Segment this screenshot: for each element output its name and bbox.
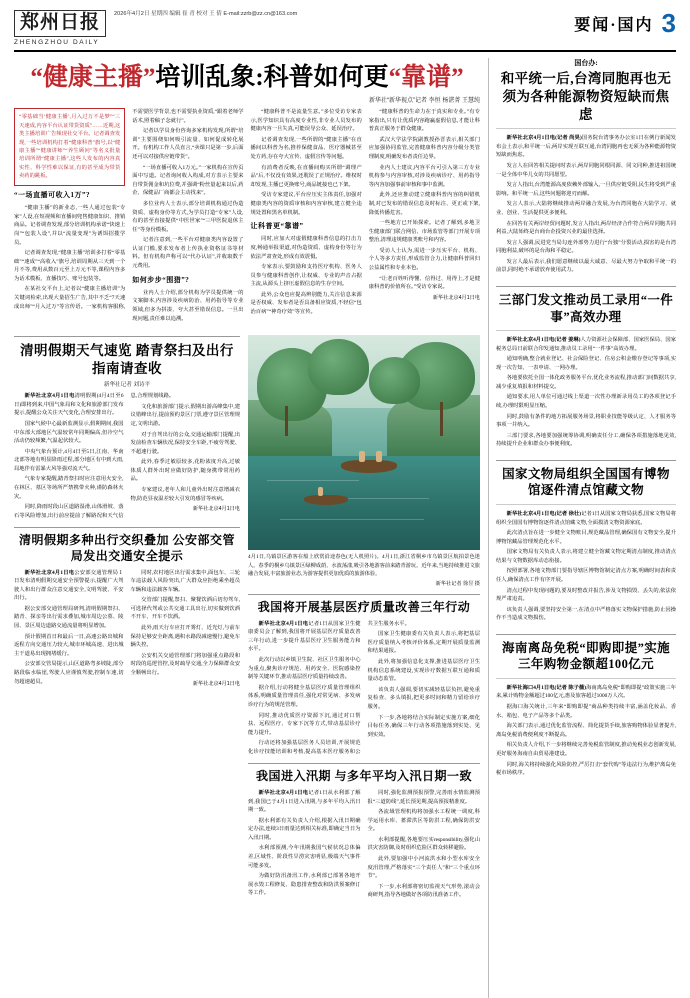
photo-tree bbox=[308, 339, 368, 395]
article-para: 此外,要加强中小河流洪水和小型水库安全度汛管理,严格落实“三个责任人”和“三个重点环节”。 bbox=[367, 856, 480, 880]
lead-para: 记者调查发现,“健康主播”培训多打着“零基础”“速成”“高收入”旗号,培训周期从三天到一个月不等,费用从数百元至上万元不等,课程内容多为话术模板、直播技巧、账号包装等。 bbox=[14, 250, 126, 282]
article-para: 预计假期首日和最后一日,高速公路出城和返程方向交通压力较大,城市环城高速、进出城主干道易出现拥堵缓行。 bbox=[14, 633, 124, 657]
lead-source: 新华社北京4月1日电 bbox=[432, 294, 480, 301]
photo-image bbox=[248, 335, 480, 550]
article-para: 此外,雨天行车应打开雾灯、近光灯,与前车保持足够安全距离,遇积水路段减速慢行,避免车辆失控。 bbox=[130, 625, 240, 649]
article-para: 据水利部有关负责人介绍,根据入汛日期确定办法,连续3日雨量达到相关标准,即确定当日为入汛日期。 bbox=[248, 817, 361, 841]
article-para: 发言人指出,台湾能源高度依赖外部输入,一旦供应链受阻,民生将受到严重影响。和平统一后,这些问题将迎刃而解。 bbox=[496, 182, 676, 197]
divider bbox=[496, 128, 676, 129]
lead-para: 记者注意到,一些平台对健康类内容设置了认证门槛,要求发布者上传执业资格证书等材料。但有机构声称可以“代办认证”,并收取数千元费用。 bbox=[132, 237, 244, 269]
lead-para: 专家表示,要鼓励和支持医疗机构、医务人员参与健康科普创作,让权威、专业的声音占据主流,从源头上挤压虚假信息的生存空间。 bbox=[250, 264, 362, 288]
article-para: 对于自驾出行的公众,交通运输部门提醒,出发前检查车辆状况,保持安全车距,不疲劳驾驶、不超速行驶。 bbox=[130, 431, 240, 455]
article-body bbox=[14, 392, 240, 520]
lead-body bbox=[14, 108, 480, 323]
article-para-text: 记者1日从国家卫生健康委员会了解到,我国将开展基层医疗质量改善三年行动,进一步提升基层医疗卫生服务能力和水平。 bbox=[248, 620, 361, 653]
lead-subhead-3: 让科普更“靠谱” bbox=[250, 222, 304, 231]
article-body bbox=[496, 684, 676, 780]
photo-trunk bbox=[285, 406, 288, 436]
lead-para: 有消费者反映,在直播间购买所谓“调理产品”后,不仅没有效果,还耽误了正规治疗。维权时却发现,主播已更换账号,商品链接也已下架。 bbox=[250, 164, 362, 188]
lead-para: 业内人士介绍,部分机构为学员提供统一的文案脚本,内容涉及疾病防治、用药指导等专业领域,但多为拼凑、夸大甚至错误信息。一旦出现问题,责任难以追溯。 bbox=[132, 289, 244, 322]
article-para: 清点过程中发现问题的,要及时整改并报告,涉及文物损毁、丢失的,依法依规严肃追责。 bbox=[496, 587, 676, 603]
lead-para: 业内人士建议,内容平台可引入第三方专业机构参与内容审核,对涉及疾病诊疗、用药指导等内容加强事前审核和事中监测。 bbox=[368, 164, 480, 188]
article-body bbox=[248, 620, 480, 757]
article-dateline: 新华社北京4月1日电 bbox=[258, 620, 309, 627]
article-dateline: 新华社北京4月1日电 bbox=[258, 789, 309, 796]
lead-headline-part1: “健康主播” bbox=[30, 63, 156, 91]
article-para: 发言人最后表示,我们愿意继续以最大诚意、尽最大努力争取和平统一的前景,同时绝不承诺放弃使用武力。 bbox=[496, 258, 676, 274]
article-byline: 新华社记者 刘诗平 bbox=[103, 382, 151, 389]
article-dateline: 新华社北京4月1日电 bbox=[24, 569, 75, 576]
newspaper-logo: 郑州日报 bbox=[14, 10, 106, 37]
article-para: 为做好防汛备汛工作,水利部已部署各地开展水毁工程修复、隐患排查整改和防洪预案修订等工作。 bbox=[248, 873, 361, 897]
divider bbox=[496, 330, 676, 331]
article-para: 据海口海关统计,三年来“即购即提”商品种类持续丰富,涵盖化妆品、香水、箱包、电子产品等多个品类。 bbox=[496, 704, 676, 719]
article-para-text: 人力资源社会保障部、国家医保局、国家税务总局日前联合印发通知,推动员工录用“一件事”高效办理。 bbox=[496, 337, 676, 352]
article-title: 三部门发文推动员工录用“一件事”高效办理 bbox=[498, 293, 674, 324]
article-weather bbox=[14, 336, 240, 520]
lead-para: 此外,还应推动建立健康科普内容的纠错机制,对已发布的错误信息及时标注、更正或下架,降低传播危害。 bbox=[368, 192, 480, 216]
masthead-right bbox=[574, 10, 676, 36]
article-para: 发言人强调,民进党当局勾连外部势力进行“台独”分裂活动,损害的是台湾同胞利益,破坏的是台海和平稳定。 bbox=[496, 239, 676, 255]
article-para: 此次行动以乡镇卫生院、社区卫生服务中心为重点,聚焦诊疗规范、用药安全、医院感染控制等关键环节,推动基层医疗质量持续改善。 bbox=[248, 657, 361, 681]
article-dateline: 新华社北京4月1日电(记者 徐壮) bbox=[506, 510, 582, 517]
article-taiwan bbox=[496, 58, 676, 277]
article-para: 水利部预测,今年汛期我国气候状况总体偏差,区域性、阶段性旱涝灾害明显,极端天气事件可能多发。 bbox=[248, 845, 361, 869]
article-kicker: 国台办: bbox=[574, 58, 598, 67]
photo-credit: 新华社记者 徐昱 摄 bbox=[435, 581, 480, 588]
article-para bbox=[496, 684, 676, 701]
article-para: 相关负责人介绍,下一步将继续完善免税监管制度,推动免税业态创新发展,更好服务海南自由贸易港建设。 bbox=[496, 742, 676, 757]
photo-trunk bbox=[440, 402, 443, 436]
article-para: 按照部署,各地文物部门要指导辖区博物馆制定清点方案,明确时间表和责任人,确保清点工作有序开展。 bbox=[496, 568, 676, 583]
photo-person bbox=[376, 451, 382, 462]
article-dateline: 新华社海口4月1日电(记者 陈子薇) bbox=[506, 684, 587, 691]
article-para: 此次清点旨在进一步健全文物账目,规范藏品管理,确保国有文物安全,提升博物馆藏品管理规范化水平。 bbox=[496, 530, 676, 545]
lead-para: 记者调查发现,一些所谓的“健康主播”在直播间以科普为名,推荐保健食品、医疗器械甚至处方药,存在夸大宣传、虚假宣传等问题。 bbox=[250, 136, 362, 161]
article-title: 清明假期天气速览 踏青祭扫及出行指南请查收 bbox=[20, 343, 234, 376]
lead-para: 受访专家建议,平台应压实主体责任,加强对健康类内容的资质审核和内容审核,建立健全违规处置和黑名单机制。 bbox=[250, 192, 362, 216]
article-para bbox=[14, 392, 124, 418]
article-para-text: 记者1日从国家文物局获悉,国家文物局将组织全国国有博物馆逐件清点馆藏文物,全面摸清文物资源家底。 bbox=[496, 510, 676, 526]
mid-band bbox=[14, 329, 480, 901]
photo-block bbox=[248, 335, 480, 587]
article-para: 国家文物局有关负责人表示,将建立健全馆藏文物定期清点制度,推动清点结果与文物数据库动态衔接。 bbox=[496, 549, 676, 564]
lead-para: 此外,公众也应提高辨别能力,关注信息来源是否权威、发布者是否具备相应资质,不轻信“包治百病”“神奇疗效”等宣传。 bbox=[250, 291, 362, 316]
article-employment bbox=[496, 292, 676, 451]
article-dateline: 新华社北京4月1日电(记者 姜琳) bbox=[506, 337, 581, 343]
article-para: 同时,鼓励有条件的地方拓展服务场景,将职业技能等级认定、人才服务等事项一并纳入。 bbox=[496, 413, 676, 429]
lead-para: “健康主播”的新业态,一些人通过包装“专家”人设,在短视频和直播间兜售健康知识、推销商品。记者调查发现,部分培训机构承诺“快速上岗”“包装人设”,并以“流量变现”为诱饵招揽学员。 bbox=[14, 205, 126, 246]
mid-right bbox=[248, 329, 480, 901]
lead-headline-part2: 培训乱象:科普如何更 bbox=[155, 63, 389, 91]
lead-para: 一些地方已开始探索。记者了解到,多地卫生健康部门联合网信、市场监管等部门开展专项整治,清理违规健康类账号和内容。 bbox=[368, 220, 480, 244]
photo-ripple bbox=[280, 519, 424, 520]
lead-para: “健康科普不是流量生意。”多位受访专家表示,医学知识具有高度专业性,非专业人员发布的健康内容一旦失真,可能误导公众、延误治疗。 bbox=[250, 109, 362, 133]
logo-block bbox=[14, 10, 106, 46]
divider bbox=[496, 678, 676, 679]
lead-para: “让老百姓听得懂、信得过、用得上,才是健康科普的价值所在。”受访专家说。 bbox=[368, 275, 480, 291]
article-para: 此外,春季过敏原较多,花粉浓度升高,过敏体质人群外出时应做好防护,随身携带常用药品。 bbox=[130, 459, 240, 483]
lead-para: 记者以学员身份咨询多家机构发现,所谓“培训”主要围绕如何吸引流量、如何促成转化展开。有机构工作人员直言,“卖课只是第一步,后面还可以对接供应链带货”。 bbox=[132, 128, 244, 161]
article-para bbox=[14, 569, 124, 603]
article-body bbox=[496, 336, 676, 451]
article-para: 交管部门提醒,祭扫、聚餐饮酒后切勿驾车,可选择代驾或公共交通工具出行,切实做到饮酒不开车、开车不饮酒。 bbox=[130, 597, 240, 621]
lead-abstract: “零基础当‘健康主播’,月入过万不是梦”“三天速成,内容平台认证带货资质”……近期,这类主播培训广告频现社交平台。记者调查发现,一些培训机构打着“健康科普”旗号,以“健康主播”“健康讲师”“养生顾问”等名义批量培训所谓“健康主播”,这些人发布的内容真实性、科学性难以保证,有的甚至成为带货卖药的跳板。 bbox=[14, 108, 125, 186]
article-para: 海关部门表示,通过优化监管流程、简化提货手续,旅客购物体验显著提升,离岛免税消费便利度不断提高。 bbox=[496, 723, 676, 738]
article-para: 下一步,水利部将密切监视天气形势,滚动会商研判,指导各地做好各项防汛准备工作。 bbox=[367, 883, 480, 899]
article-flood bbox=[248, 763, 480, 901]
article-hainan bbox=[496, 640, 676, 780]
article-para: 据公安部交通管理局研判,清明假期祭扫、踏青、探亲等出行需求叠加,城市周边公墓、陵园、景区周边道路交通流量将明显增加。 bbox=[14, 605, 124, 630]
article-para: 此外,将加强信息化支撑,推进基层医疗卫生机构信息系统建设,实现诊疗数据互联互通和质量动态监管。 bbox=[367, 659, 480, 683]
article-title: 国家文物局组织全国国有博物馆逐件清点馆藏文物 bbox=[502, 466, 670, 498]
divider bbox=[496, 504, 676, 505]
article-para bbox=[248, 620, 361, 654]
article-body bbox=[14, 569, 240, 688]
photo-caption: 4月1日,乌镇景区游客在船上欣赏沿途春色(无人机照片)。4月1日,浙江省桐乡市乌镇景区航拍景色迷人。春季的桐乡乌镇景区绿柳成荫、水波荡漾,吸引各地游客前来踏青游玩。近年来,当地持续推进文旅融合发展,丰富旅游业态,为游客提供更加优质的旅游体验。 bbox=[248, 554, 480, 577]
article-para: 国家气候中心最新监测显示,假期期间,我国中东部大部地区气温较常年同期偏高,但冷空气活动仍较频繁,气温起伏较大。 bbox=[14, 421, 124, 445]
article-para: 专家建议,老年人和儿童外出时注意增减衣物,防范昼夜温差较大引发的感冒等疾病。 bbox=[130, 487, 240, 502]
lead-headline-part3: “靠谱” bbox=[388, 63, 464, 91]
article-dateline: 新华社北京4月1日电 bbox=[24, 393, 75, 400]
article-para bbox=[496, 134, 676, 160]
article-para bbox=[248, 789, 361, 815]
article-para: 公安机关交通管理部门将加强重点路段和时段的巡逻管控,及时疏导交通,全力保障群众安全顺畅出行。 bbox=[130, 652, 240, 676]
article-para: 在回答有关两岸经贸问题时,发言人指出,两岸经济合作符合两岸同胞共同利益,大陆始终是台商台企投资兴业的最佳选择。 bbox=[496, 220, 676, 236]
article-body bbox=[248, 789, 480, 901]
article-para: 公安部交管局提示,山区道路弯多坡陡,部分路段临水临崖,驾驶人应谨慎驾驶,控制车速,切勿超速超员。 bbox=[14, 661, 124, 685]
article-para: 通知要求,用人单位可通过线上渠道一次性办理新录用员工的各项登记手续,办理时限明显压缩。 bbox=[496, 394, 676, 410]
article-para-text: 国务院台湾事务办公室1日在例行新闻发布会上表示,和平统一后,两岸实现互联互通,台湾同胞再也无须为各种能源物资短缺而焦虑。 bbox=[496, 135, 676, 159]
article-para: 气象专家提醒,踏青祭扫时应注意用火安全,在林区、墓区等场所严禁携带火种,谨防森林火灾。 bbox=[14, 476, 124, 500]
article-para: 水利部提醒,各地要压实responsibility,强化山洪灾害防御,及时组织危险区群众转移避险。 bbox=[367, 836, 480, 852]
photo-person bbox=[359, 451, 365, 462]
page-grid bbox=[14, 58, 676, 998]
photo-boat bbox=[341, 460, 397, 473]
article-para: 同时,农村地区出行需求集中,面包车、三轮车违法载人风险突出,广大群众应拒绝乘坐超员车辆和违法载客车辆。 bbox=[130, 569, 240, 593]
article-para: 同时,强化监测预报预警,完善雨水情监测预报“三道防线”,延长预见期,提高预报精准度。 bbox=[367, 789, 480, 805]
article-source: 新华社北京4月1日电 bbox=[192, 506, 240, 513]
article-health bbox=[248, 594, 480, 756]
masthead-meta: 2026年4月2日 星期四 编辑 崔 青 校对 王 倩 E-mail:zzrb@zz.cn@163.com bbox=[114, 11, 298, 17]
mid-left bbox=[14, 329, 240, 901]
lead-para: 受访人士认为,需进一步压实平台、机构、个人等多方责任,形成监管合力,让健康科普回归公益属性和专业本色。 bbox=[368, 247, 480, 271]
article-para: 三部门要求,各地要加强统筹协调,明确责任分工,确保各项措施落地见效,持续提升企业和群众办事便利度。 bbox=[496, 432, 676, 448]
article-title: 清明假期多种出行交织叠加 公安部交管局发出交通安全提示 bbox=[18, 533, 235, 563]
article-para: 行动还将加强基层医务人员培训,开展规范化诊疗技能培训和考核,提高基本医疗服务和公共卫生服务水平。 bbox=[248, 620, 410, 755]
article-para: 各流域管理机构将加强水工程统一调度,科学运用水库、蓄滞洪区等防洪工程,确保防洪安全。 bbox=[367, 809, 480, 833]
article-title: 我国将开展基层医疗质量改善三年行动 bbox=[257, 600, 471, 615]
masthead-left bbox=[14, 10, 297, 46]
lead-subhead-2: 如何步步“围猎”? bbox=[132, 275, 190, 284]
article-body bbox=[496, 510, 676, 625]
lead-headline bbox=[14, 62, 480, 93]
article-para: 该负责人强调,要坚持安全第一,在清点中严格落实文物保护措施,防止因操作不当造成文物损伤。 bbox=[496, 606, 676, 622]
article-para: 下一步,各地将结合实际制定实施方案,细化目标任务,确保三年行动各项措施落到实处、见到实效。 bbox=[367, 714, 480, 738]
article-para: 国家卫生健康委有关负责人表示,将把基层医疗质量纳入考核评价体系,定期开展质量监测和结果通报。 bbox=[367, 631, 480, 655]
article-para-text: 记者1日从水利部了解到,我国已于4月1日进入汛期,与多年平均入汛日期一致。 bbox=[248, 789, 361, 814]
article-para: 同时,海关将持续强化风险防控,严厉打击“套代购”等违法行为,维护离岛免税市场秩序。 bbox=[496, 761, 676, 777]
lead-subhead-1: “一场直播可收入1万”? bbox=[14, 190, 90, 199]
photo-boat bbox=[304, 495, 348, 505]
right-column bbox=[488, 58, 676, 998]
lead-para: 多位业内人士表示,部分培训机构通过伪造资质、虚构身份等方式,为学员打造“专家”人设,有的甚至直接提供“中医世家”“三甲医院退休主任”等身份模板。 bbox=[132, 200, 244, 233]
article-para: 各地要依托全国一体化政务服务平台,优化业务流程,推动部门间数据共享,减少重复填报和材料提交。 bbox=[496, 375, 676, 390]
article-para: 同时,降雨时段山区道路湿滑,山体滑坡、落石等风险增加,出行前应提前了解路况和天气信息,合理规划线路。 bbox=[14, 393, 175, 519]
section-title: 要闻·国内 bbox=[574, 16, 654, 34]
newspaper-logo-en: ZHENGZHOU DAILY bbox=[14, 38, 100, 46]
article-para-text: 清明假期(4月4日至6日)即将到来,中国气象局和文化和旅游部门发布提示,提醒公众关注天气变化,合理安排出行。 bbox=[14, 393, 124, 417]
article-para: 同时,推动优质医疗资源下沉,通过对口帮扶、远程医疗、专家下沉等方式,带动基层诊疗能力提升。 bbox=[248, 712, 361, 736]
article-museum bbox=[496, 466, 676, 625]
photo-tree bbox=[369, 357, 420, 404]
masthead bbox=[14, 10, 676, 52]
page-number: 3 bbox=[661, 8, 676, 38]
article-dateline: 新华社北京4月1日电(记者 尚昊) bbox=[506, 135, 582, 142]
divider bbox=[496, 460, 676, 461]
article-body bbox=[496, 134, 676, 277]
lead-para: 武汉大学法学院副教授孙晋表示,相关部门应加强协同监管,完善健康科普内容分级分类管理制度,明确发布者责任边界。 bbox=[368, 136, 480, 161]
main-column bbox=[14, 58, 480, 998]
lead-para: “一场直播可收入1万元。”一家机构在宣传页面中写道。记者询问收入构成,对方表示主要来自带货佣金和坑位费,并强调“粉丝量起来以后,药企、保健品厂商都会主动找来”。 bbox=[132, 164, 244, 197]
article-para: 通知明确,整合就业登记、社会保险登记、住房公积金缴存登记等事项,实现一次告知、一表申请、一网办理。 bbox=[496, 356, 676, 371]
article-title: 海南离岛免税“即购即提”实施三年购物金额超100亿元 bbox=[501, 640, 671, 672]
article-para-text: 公安部交通管理局１日发布清明假期交通安全预警提示,提醒广大驾驶人和出行群众注意交通安全,文明驾驶、平安出行。 bbox=[14, 569, 124, 602]
photo-ripple bbox=[267, 480, 360, 481]
divider bbox=[496, 286, 676, 287]
article-para: 发言人在回答相关提问时表示,两岸同胞同根同源、同文同种,推进祖国统一是全体中华儿女的共同愿望。 bbox=[496, 163, 676, 178]
article-title: 和平统一后,台湾同胞再也无须为各种能源物资短缺而焦虑 bbox=[500, 70, 672, 122]
article-para bbox=[496, 510, 676, 527]
lead-para: 在某社交平台上,记者以“健康主播培训”为关键词检索,出现大量招生广告,其中不乏“7天速成出师”“月入过万”等宣传语。一家机构客服称,不需要医学背景,也不需要执业资质,“跟着老师学话术,照着稿子念就行”。 bbox=[14, 109, 244, 310]
divider bbox=[496, 634, 676, 635]
article-traffic bbox=[14, 527, 240, 688]
article-source: 新华社北京4月1日电 bbox=[192, 680, 240, 687]
photo-person bbox=[318, 487, 323, 496]
lead-byline: 新华社“新华视点”记者 李恒 杨湛菁 王慧纯 bbox=[369, 98, 480, 105]
article-para: 该负责人强调,要切实减轻基层负担,避免重复检查、多头填报,把更多时间和精力留给诊疗服务。 bbox=[367, 686, 480, 710]
article-para-text: 海南离岛免税“即购即提”政策实施三年来,累计购物金额超过100亿元,惠及旅客超过1000万人次。 bbox=[496, 684, 676, 700]
article-para bbox=[496, 336, 676, 353]
article-para: 文化和旅游部门提示,假期出游高峰集中,建议错峰出行,提前预约景区门票,遵守景区管理规定,文明出游。 bbox=[130, 403, 240, 428]
article-para: 据介绍,行动将健全基层医疗质量管理组织体系,明确质量管理责任,强化对常见病、多发病诊疗行为的规范管理。 bbox=[248, 684, 361, 708]
lead-para: “健康科普的生命力在于真实和专业。”有专家指出,只有让优质内容跑赢虚假信息,才能让科普真正服务于群众健康。 bbox=[368, 109, 480, 133]
article-title: 我国进入汛期 与多年平均入汛日期一致 bbox=[255, 769, 472, 784]
article-para: 发言人表示,大陆将继续推动两岸融合发展,为台湾同胞在大陆学习、就业、创业、生活提供更多便利。 bbox=[496, 201, 676, 216]
lead-para: 同时,应加大对虚假健康科普信息的打击力度,畅通举报渠道,对伪造资质、虚构身份等行为依法严肃查处,形成有效震慑。 bbox=[250, 236, 362, 260]
article-para: 中央气象台预计,4月4日至5日,江南、华南北部等地有明显降雨过程,部分地区有中到大雨,局地伴有雷暴大风等强对流天气。 bbox=[14, 448, 124, 472]
